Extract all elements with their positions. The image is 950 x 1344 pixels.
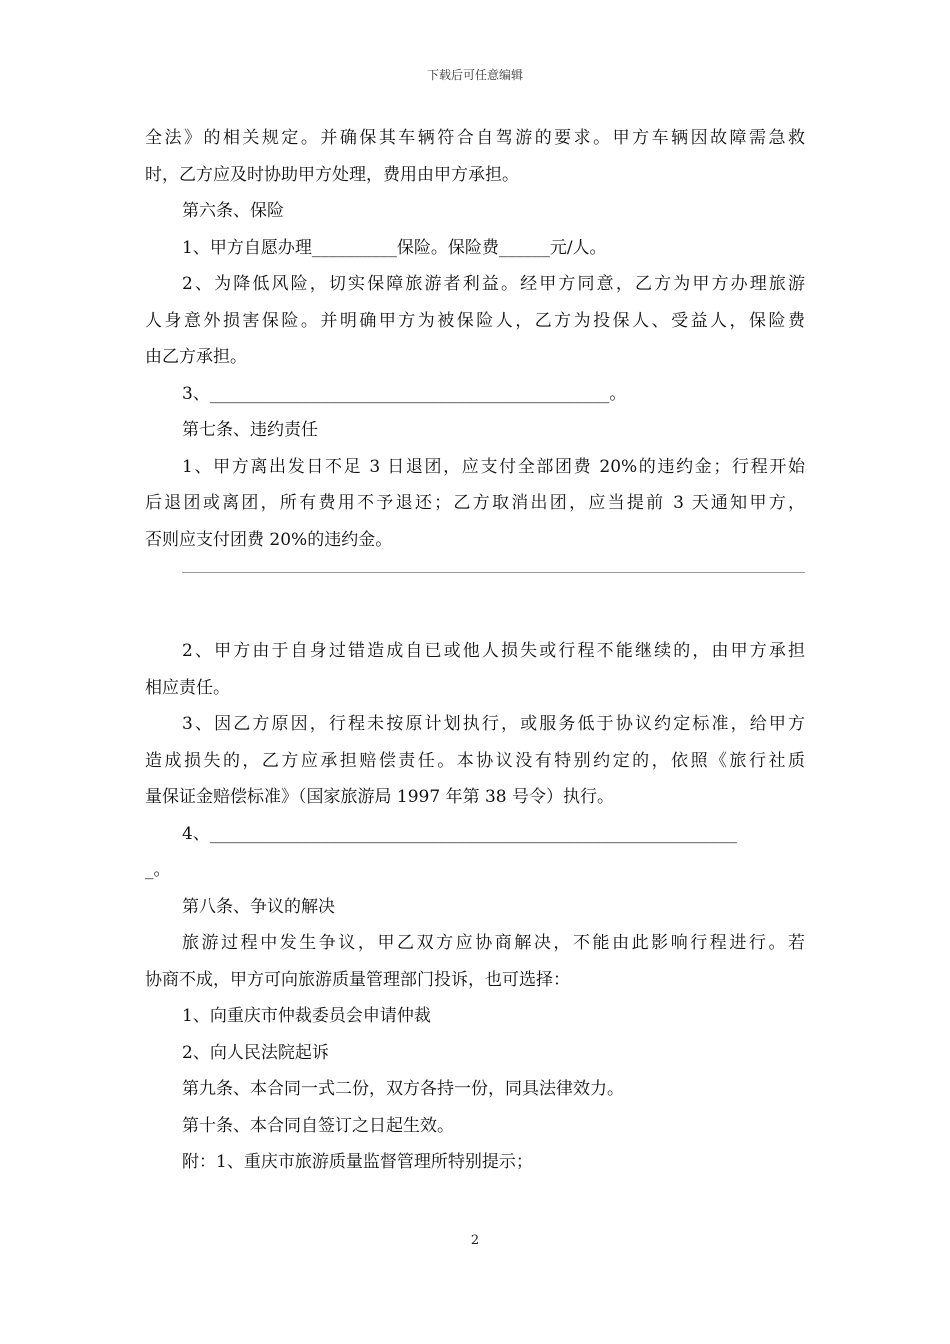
paragraph-line: 1、甲方离出发日不足 3 日退团，应支付全部团费 20%的违约金；行程开始 bbox=[182, 456, 805, 477]
paragraph-line: 3、_______________________________________________。 bbox=[182, 383, 627, 404]
paragraph-line: 全法》的相关规定。并确保其车辆符合自驾游的要求。甲方车辆因故障需急救 bbox=[145, 128, 805, 148]
paragraph-line: 相应责任。 bbox=[145, 677, 230, 698]
paragraph-line: 旅游过程中发生争议，甲乙双方应协商解决，不能由此影响行程进行。若 bbox=[182, 933, 805, 953]
paragraph-line: 由乙方承担。 bbox=[145, 347, 247, 367]
section-heading: 第七条、违约责任 bbox=[182, 420, 318, 440]
page-number: 2 bbox=[470, 1233, 480, 1248]
paragraph-line: 协商不成，甲方可向旅游质量管理部门投诉，也可选择： bbox=[145, 969, 570, 990]
spacer bbox=[145, 573, 805, 633]
paragraph-line: 1、甲方自愿办理__________保险。保险费______元/人。 bbox=[182, 237, 607, 258]
section-heading: 第九条、本合同一式二份，双方各持一份，同具法律效力。 bbox=[182, 1079, 624, 1099]
page-header: 下载后可任意编辑 bbox=[426, 68, 523, 82]
paragraph-line: 否则应支付团费 20%的违约金。 bbox=[145, 529, 393, 550]
paragraph-line: 量保证金赔偿标准》（国家旅游局 1997 年第 38 号令）执行。 bbox=[145, 787, 615, 807]
section-heading: 第六条、保险 bbox=[182, 201, 284, 221]
paragraph-line: 时，乙方应及时协助甲方处理，费用由甲方承担。 bbox=[145, 164, 519, 185]
list-item: 2、向人民法院起诉 bbox=[182, 1042, 329, 1063]
paragraph-line: 后退团或离团，所有费用不予退还；乙方取消出团，应当提前 3 天通知甲方， bbox=[145, 493, 805, 513]
paragraph-line: 造成损失的，乙方应承担赔偿责任。本协议没有特别约定的，依照《旅行社质 bbox=[145, 750, 805, 771]
appendix-line: 附：1、重庆市旅游质量监督管理所特别提示； bbox=[182, 1152, 533, 1172]
paragraph-line: 3、因乙方原因，行程未按原计划执行，或服务低于协议约定标准，给甲方 bbox=[182, 714, 805, 734]
paragraph-line: _。 bbox=[145, 860, 171, 880]
document-body bbox=[145, 120, 805, 1181]
section-heading: 第十条、本合同自签订之日起生效。 bbox=[182, 1115, 454, 1136]
list-item: 1、向重庆市仲裁委员会申请仲裁 bbox=[182, 1006, 431, 1026]
paragraph-line: 2、甲方由于自身过错造成自已或他人损失或行程不能继续的，由甲方承担 bbox=[182, 641, 805, 661]
paragraph-line: 人身意外损害保险。并明确甲方为被保险人，乙方为投保人、受益人，保险费 bbox=[145, 310, 805, 331]
paragraph-line: 4、______________________________________________________________ bbox=[182, 823, 737, 844]
paragraph-line: 2、为降低风险，切实保障旅游者利益。经甲方同意，乙方为甲方办理旅游 bbox=[182, 274, 805, 294]
section-heading: 第八条、争议的解决 bbox=[182, 896, 335, 917]
